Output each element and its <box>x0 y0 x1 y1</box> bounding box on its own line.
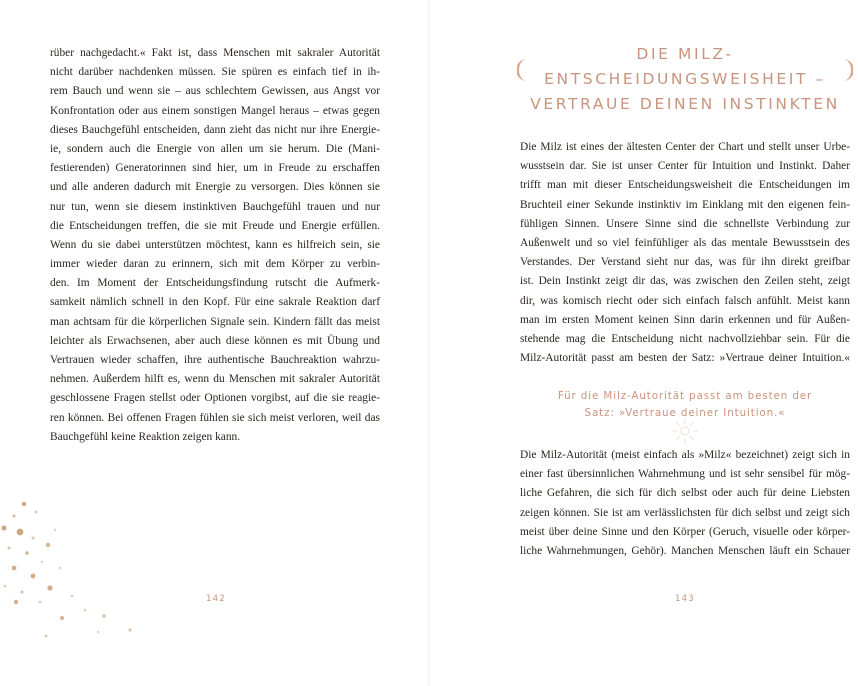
text-line: samkeit nämlich schnell in den Kopf. Für eine sakrale Reaktion darf <box>50 296 380 309</box>
pull-quote-line: Für die Milz-Autorität passt am besten der <box>557 390 813 402</box>
text-line: dir, was komisch riecht oder sich einfach falsch anfühlt. Meist kann <box>520 294 850 307</box>
text-line: Die Milz ist eines der ältesten Center der Chart und stellt unser Urbe- <box>520 141 850 153</box>
text-line: nicht darüber nachdenken müssen. Sie spüren es einfach tief in ih- <box>50 66 380 79</box>
right-body-text-2 <box>520 446 850 561</box>
right-page <box>429 0 858 686</box>
heading-line: VERTRAUE DEINEN INSTINKTEN <box>530 95 840 113</box>
text-line: und alle anderen dadurch mit Energie zu versorgen. Dies können sie <box>50 181 380 194</box>
heading-line: DIE MILZ- <box>636 45 734 63</box>
text-line: Milz-Autorität passt am besten der Satz: »Vertraue deiner Intuition.« <box>520 352 850 365</box>
section-heading <box>520 42 850 117</box>
text-line: Außenwelt und so viel feinfühliger als das mentale Bewusstsein des <box>520 236 850 249</box>
text-line: fühligen Sinnen. Unsere Sinne sind die schnellste Verbindung zur <box>520 217 850 230</box>
page-number-right: 143 <box>675 594 695 604</box>
text-line: zeigen können. Sie ist am verlässlichsten für dich selbst und zeigt sich <box>520 506 850 519</box>
text-line: Vertrauen wieder schaffen, ihre authentische Bauchreaktion wahrzu- <box>50 354 380 366</box>
text-line: Wenn du sie dabei unterstützen möchtest, kann es hilfreich sein, sie <box>50 238 380 251</box>
text-line: man im ersten Moment keinen Sinn darin erkennen und für Außen- <box>520 313 850 326</box>
text-line: die Entscheidungen treffen, die sie mit Freude und Energie erfüllen. <box>50 219 380 232</box>
text-line: den. Im Moment der Entscheidungsfindung rutscht die Aufmerk- <box>50 277 380 290</box>
sun-ornament-icon <box>670 416 700 446</box>
text-line: ie, sondern auch die Energie von allen um sie herum. Die (Mani- <box>50 142 380 155</box>
text-line: Konfrontation oder aus einem sonstigen Mangel heraus – etwas gegen <box>50 104 380 117</box>
text-line: rem Bauch und wenn sie – aus schlechtem Gewissen, aus Angst vor <box>50 85 380 98</box>
text-line: Verstandes. Der Verstand sieht nur das, was für ihn direkt greifbar <box>520 256 850 269</box>
text-line: ren können. Bei offenen Fragen fühlen sie sich meist verloren, weil das <box>50 411 380 424</box>
heading-line: ENTSCHEIDUNGSWEISHEIT – <box>544 70 826 88</box>
text-line: nur tun, wenn sie diesem instinktiven Bauchgefühl trauen und nur <box>50 200 380 213</box>
page-number-left: 142 <box>206 594 226 604</box>
text-line: wusstsein dar. Sie ist unser Center für Intuition und Instinkt. Daher <box>520 160 850 173</box>
left-body-text <box>50 44 380 447</box>
text-line: ist. Dein Instinkt zeigt dir das, was zwischen den Zeilen steht, zeigt <box>520 275 850 288</box>
pull-quote-line: Satz: »Vertraue deiner Intuition.« <box>584 407 786 419</box>
text-line: einer fast übersinnlichen Wahrnehmung und ist sehr sensibel für mög- <box>520 468 850 481</box>
right-body-text-1 <box>520 138 850 368</box>
text-line: Die Milz-Autorität (meist einfach als »Milz« bezeichnet) zeigt sich in <box>520 449 850 461</box>
text-line: liche Gefahren, die sich für dich selbst oder auch für deine Liebsten <box>520 487 850 500</box>
text-line: leichter als Erwachsenen, aber auch diese können es mit Übung und <box>50 334 380 347</box>
text-line: geschlossene Fragen stellst oder Optionen vorgibst, auf die sie reagie- <box>50 392 380 405</box>
gold-dots-decoration <box>0 490 140 650</box>
text-line: dieses Bauchgefühl entscheiden, dann zieht das nicht nur ihre Energie- <box>50 123 380 136</box>
text-line: Bruchteil einer Sekunde instinktiv im Einklang mit den eigenen fein- <box>520 198 850 211</box>
text-line: immer wieder daran zu erinnern, sich mit dem Körper zu verbin- <box>50 258 380 271</box>
text-line: stehende mag die Entscheidung nicht nachvollziehbar sein. Für die <box>520 332 850 345</box>
text-line: nehmen. Außerdem hilft es, wenn du Menschen mit sakraler Autorität <box>50 373 380 386</box>
text-line: man achtsam für die körperlichen Signale sein. Kindern fällt das meist <box>50 315 380 328</box>
text-line: rüber nachgedacht.« Fakt ist, dass Menschen mit sakraler Autorität <box>50 47 380 59</box>
text-line: meist über deine Sinne und den Körper (Geruch, visuelle oder körper- <box>520 525 850 538</box>
text-line: trifft man mit dieser Entscheidungsweisheit die Entscheidungen im <box>520 179 850 192</box>
text-line: Bauchgefühl keine Reaktion zeigen kann. <box>50 430 241 443</box>
text-line: liche Wahrnehmungen, Gehör). Manchen Menschen läuft ein Schauer <box>520 544 850 557</box>
text-line: festierenden) Generatorinnen sind hier, um in Freude zu erschaffen <box>50 162 380 175</box>
